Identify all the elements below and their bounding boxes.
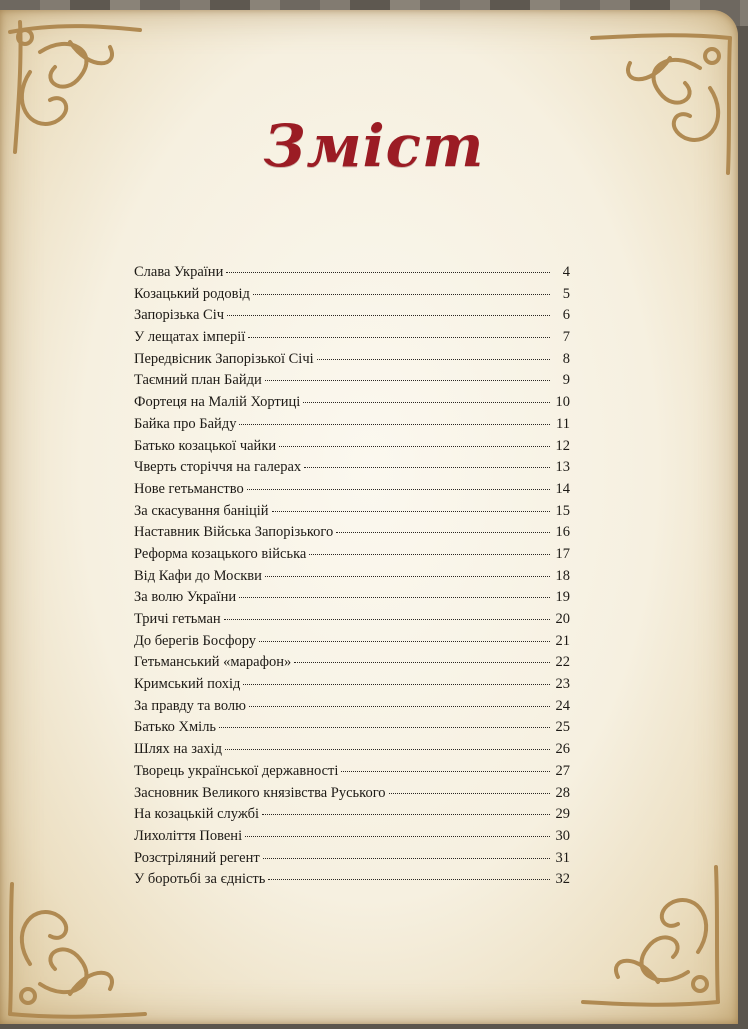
toc-entry-title: Засновник Великого князівства Руського (134, 784, 386, 801)
toc-entry-page-number: 25 (555, 719, 570, 736)
toc-entry-title: Фортеця на Малій Хортиці (134, 394, 301, 411)
page-title: Зміст (263, 112, 485, 180)
toc-entry[interactable] (134, 438, 570, 460)
toc-entry-title: Чверть сторіччя на галерах (134, 459, 302, 476)
toc-dot-leader (303, 402, 550, 403)
toc-entry-title: Реформа козацького війська (134, 545, 307, 562)
toc-dot-leader (239, 424, 550, 425)
toc-entry[interactable] (134, 719, 570, 741)
toc-dot-leader (341, 771, 550, 772)
toc-dot-leader (245, 836, 550, 837)
toc-entry-page-number: 5 (562, 285, 570, 302)
toc-dot-leader (265, 576, 550, 577)
toc-entry-title: Передвісник Запорізької Січі (134, 350, 314, 367)
toc-entry-page-number: 20 (555, 611, 570, 627)
toc-entry[interactable] (134, 633, 570, 655)
toc-entry-title: Козацький родовід (134, 285, 250, 302)
toc-entry-title: Батько козацької чайки (134, 437, 277, 454)
toc-entry-title: Кримський похід (134, 676, 241, 693)
corner-ornament-bottom-left-icon (0, 874, 150, 1024)
toc-entry[interactable] (134, 372, 570, 394)
toc-entry-title: Наставник Війська Запорізького (134, 524, 334, 541)
toc-entry-page-number: 8 (562, 350, 570, 367)
toc-entry[interactable] (134, 416, 570, 438)
toc-dot-leader (272, 511, 550, 512)
toc-dot-leader (268, 879, 550, 880)
toc-entry-title: Байка про Байду (134, 415, 237, 432)
toc-entry-page-number: 29 (555, 806, 570, 823)
toc-entry-title: Слава України (134, 264, 224, 280)
toc-dot-leader (265, 380, 550, 381)
toc-entry-page-number: 23 (555, 676, 570, 693)
toc-dot-leader (317, 359, 550, 360)
toc-entry-title: До берегів Босфору (134, 632, 257, 649)
toc-entry-title: У лещатах імперії (134, 329, 246, 346)
toc-entry[interactable] (134, 524, 570, 546)
toc-dot-leader (227, 315, 550, 316)
toc-entry[interactable] (134, 503, 570, 525)
toc-entry[interactable] (134, 741, 570, 763)
toc-entry[interactable] (134, 394, 570, 416)
toc-dot-leader (279, 446, 550, 447)
toc-entry[interactable] (134, 589, 570, 611)
toc-entry-title: Шлях на захід (134, 741, 223, 758)
toc-entry-title: Батько Хміль (134, 719, 217, 736)
toc-dot-leader (219, 727, 550, 728)
toc-entry-title: За волю України (134, 589, 237, 606)
toc-dot-leader (309, 554, 550, 555)
toc-entry-page-number: 30 (555, 827, 570, 844)
toc-entry-page-number: 21 (555, 632, 570, 649)
toc-dot-leader (262, 814, 550, 815)
toc-dot-leader (224, 619, 550, 620)
toc-entry[interactable] (134, 871, 570, 893)
toc-dot-leader (389, 793, 550, 794)
toc-dot-leader (248, 337, 550, 338)
toc-dot-leader (259, 641, 550, 642)
toc-entry-title: Нове гетьманство (134, 480, 244, 497)
toc-entry-page-number: 4 (562, 264, 570, 280)
toc-entry[interactable] (134, 568, 570, 590)
toc-entry-page-number: 12 (555, 437, 570, 454)
toc-entry[interactable] (134, 351, 570, 373)
toc-entry-page-number: 24 (555, 697, 570, 714)
toc-entry-title: Творець української державності (134, 762, 339, 779)
toc-entry[interactable] (134, 806, 570, 828)
toc-entry-title: Гетьманський «марафон» (134, 654, 292, 671)
toc-dot-leader (304, 467, 550, 468)
toc-entry[interactable] (134, 828, 570, 850)
toc-dot-leader (226, 272, 550, 273)
toc-entry-page-number: 32 (555, 871, 570, 888)
toc-entry-title: За правду та волю (134, 697, 246, 714)
toc-entry-page-number: 13 (555, 459, 570, 476)
toc-entry-page-number: 22 (555, 654, 570, 671)
toc-entry[interactable] (134, 850, 570, 872)
toc-dot-leader (247, 489, 550, 490)
toc-entry-title: Запорізька Січ (134, 307, 225, 324)
toc-dot-leader (263, 858, 550, 859)
table-of-contents (134, 264, 570, 893)
toc-entry-title: За скасування баніцій (134, 502, 269, 519)
toc-dot-leader (225, 749, 550, 750)
toc-entry[interactable] (134, 698, 570, 720)
toc-dot-leader (253, 294, 550, 295)
toc-dot-leader (239, 597, 550, 598)
toc-entry-page-number: 19 (555, 589, 570, 606)
toc-entry-page-number: 17 (555, 545, 570, 562)
toc-entry-page-number: 16 (555, 524, 570, 541)
toc-entry-title: Тричі гетьман (134, 611, 221, 627)
toc-entry[interactable] (134, 676, 570, 698)
toc-dot-leader (249, 706, 550, 707)
toc-entry[interactable] (134, 459, 570, 481)
toc-entry-title: Від Кафи до Москви (134, 567, 262, 584)
toc-entry-title: Таємний план Байди (134, 372, 262, 389)
toc-entry-page-number: 6 (562, 307, 570, 324)
toc-entry-title: Розстріляний регент (134, 849, 260, 866)
toc-entry-title: На козацькій службі (134, 806, 260, 823)
toc-entry-title: Лихоліття Повені (134, 827, 243, 844)
toc-entry[interactable] (134, 481, 570, 503)
toc-entry-page-number: 14 (555, 480, 570, 497)
toc-entry[interactable] (134, 307, 570, 329)
toc-entry-page-number: 7 (562, 329, 570, 346)
toc-entry[interactable] (134, 546, 570, 568)
toc-entry-title: У боротьбі за єдність (134, 871, 266, 888)
toc-entry-page-number: 9 (562, 372, 570, 389)
toc-dot-leader (336, 532, 550, 533)
toc-entry[interactable] (134, 264, 570, 286)
toc-entry-page-number: 26 (555, 741, 570, 758)
toc-entry[interactable] (134, 329, 570, 351)
toc-entry-page-number: 11 (556, 415, 570, 432)
toc-entry[interactable] (134, 286, 570, 308)
toc-entry-page-number: 27 (555, 762, 570, 779)
toc-dot-leader (243, 684, 550, 685)
toc-entry-page-number: 18 (555, 567, 570, 584)
toc-entry-page-number: 28 (555, 784, 570, 801)
toc-entry-page-number: 31 (555, 849, 570, 866)
toc-entry[interactable] (134, 611, 570, 633)
corner-ornament-bottom-right-icon (578, 862, 728, 1012)
toc-entry[interactable] (134, 763, 570, 785)
toc-entry-page-number: 10 (555, 394, 570, 411)
toc-entry[interactable] (134, 654, 570, 676)
toc-entry-page-number: 15 (555, 502, 570, 519)
toc-entry[interactable] (134, 785, 570, 807)
toc-dot-leader (294, 662, 550, 663)
